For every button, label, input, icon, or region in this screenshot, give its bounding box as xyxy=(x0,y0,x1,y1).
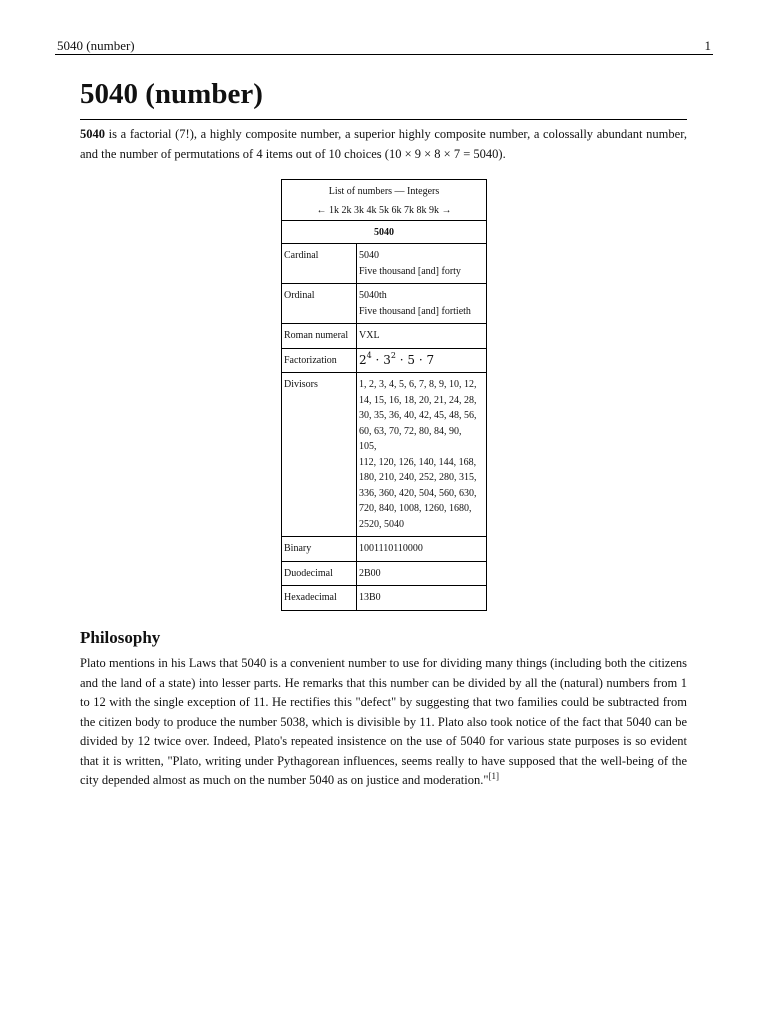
page-number: 1 xyxy=(704,38,711,53)
divisors-line: 2520, 5040 xyxy=(359,518,404,530)
infobox-row-ordinal xyxy=(282,284,487,324)
infobox-row-duodecimal xyxy=(282,561,487,586)
roman-label[interactable]: Roman numeral xyxy=(282,324,357,349)
factor-separator: · xyxy=(371,352,384,367)
factor-exponent-2: 2 xyxy=(390,350,396,360)
infobox-range-nav[interactable]: ← 1k 2k 3k 4k 5k 6k 7k 8k 9k → xyxy=(316,205,452,216)
divisors-line: 14, 15, 16, 18, 20, 21, 24, 28, xyxy=(359,394,477,406)
factor-base-2: 2 xyxy=(359,352,367,367)
infobox-row-factorization xyxy=(282,348,487,373)
duodecimal-value: 2B00 xyxy=(357,561,487,586)
divisors-line: 30, 35, 36, 40, 42, 45, 48, 56, xyxy=(359,410,477,421)
infobox-header-row xyxy=(282,180,487,221)
factorization-value xyxy=(357,348,487,373)
divisors-label[interactable]: Divisors xyxy=(282,373,357,537)
infobox-number: 5040 xyxy=(282,221,487,244)
divisors-line: 105, xyxy=(359,441,377,452)
divisors-line: 720, 840, 1008, 1260, 1680, xyxy=(359,503,472,514)
infobox-header xyxy=(282,180,487,221)
ordinal-number: 5040th xyxy=(359,290,387,301)
ordinal-words: Five thousand [and] fortieth xyxy=(359,305,471,317)
ordinal-value xyxy=(357,284,487,324)
running-header-title: 5040 (number) xyxy=(57,38,135,53)
infobox-row-cardinal xyxy=(282,244,487,284)
duodecimal-label[interactable]: Duodecimal xyxy=(282,561,357,586)
divisors-line: 180, 210, 240, 252, 280, 315, xyxy=(359,472,477,483)
divisors-line: 1, 2, 3, 4, 5, 6, 7, 8, 9, 10, 12, xyxy=(359,379,477,390)
ordinal-label[interactable]: Ordinal xyxy=(282,284,357,324)
cardinal-words: Five thousand [and] forty xyxy=(359,265,461,277)
citation-link[interactable]: [1] xyxy=(488,771,499,781)
infobox-row-hexadecimal xyxy=(282,586,487,611)
section-heading-philosophy: Philosophy xyxy=(80,628,161,647)
binary-label[interactable]: Binary xyxy=(282,537,357,562)
number-infobox xyxy=(281,179,487,611)
factor-rest: · 5 · 7 xyxy=(395,352,435,367)
philosophy-text: Plato mentions in his Laws that 5040 is a convenient number to use for dividing many things (including both the citizens and the land of a state) into lesser parts. He remarks that this number can be divided by all the (natural) numbers from 1 to 12 with the single exception of 11. He rectifies this "defect" by suggesting that two families could be subtracted from the citizen body to produce the number 5038, which is divisible by 11. Plato also took notice of the fact that 5040 can be divided by 12 twice over. Indeed, Plato's repeated insistence on the use of 5040 for various state purposes is so evident that it is written, "Plato, writing under Pythagorean influences, seems really to have supposed that the well-being of the city depended almost as much on the number 5040 as on justice and moderation." xyxy=(80,656,687,787)
infobox-row-binary xyxy=(282,537,487,562)
cardinal-label[interactable]: Cardinal xyxy=(282,244,357,284)
intro-text: is a factorial (7!), a highly composite number, a superior highly composite number, a colossally abundant number, and the number of permutations of 4 items out of 10 choices (10 × 9 × 8 × 7 = 5040). xyxy=(80,127,687,161)
factor-exponent-4: 4 xyxy=(366,350,372,360)
infobox-list-link[interactable]: List of numbers — Integers xyxy=(328,186,440,197)
divisors-line: 60, 63, 70, 72, 80, 84, 90, xyxy=(359,425,462,437)
philosophy-paragraph xyxy=(80,654,687,791)
infobox-number-row xyxy=(282,221,487,244)
cardinal-value xyxy=(357,244,487,284)
divisors-value xyxy=(357,373,487,537)
page-title: 5040 (number) xyxy=(80,78,687,120)
intro-bold-term: 5040 xyxy=(80,127,105,141)
intro-paragraph xyxy=(80,125,687,164)
roman-value: VXL xyxy=(357,324,487,349)
hexadecimal-value: 13B0 xyxy=(357,586,487,611)
cardinal-number: 5040 xyxy=(359,250,379,261)
infobox-row-roman xyxy=(282,324,487,349)
infobox-row-divisors xyxy=(282,373,487,537)
divisors-line: 336, 360, 420, 504, 560, 630, xyxy=(359,487,477,499)
divisors-line: 112, 120, 126, 140, 144, 168, xyxy=(359,456,477,468)
binary-value: 1001110110000 xyxy=(357,537,487,562)
factorization-label[interactable]: Factorization xyxy=(282,348,357,373)
hexadecimal-label[interactable]: Hexadecimal xyxy=(282,586,357,611)
running-header xyxy=(55,36,713,55)
factor-base-3: 3 xyxy=(383,352,391,367)
